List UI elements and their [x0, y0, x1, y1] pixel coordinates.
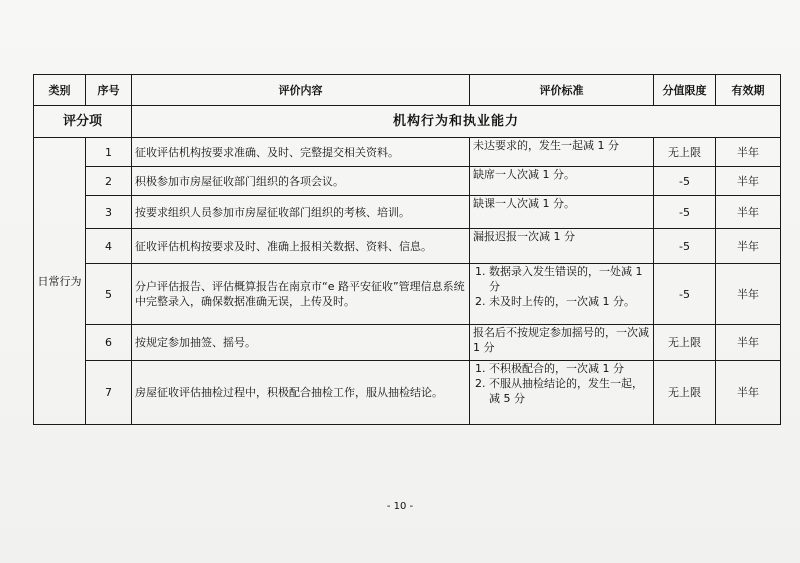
standard-item: 2. 未及时上传的，一次减 1 分。: [489, 294, 650, 309]
table-row: [34, 196, 781, 229]
row-limit: 无上限: [654, 361, 716, 425]
row-standard: [470, 167, 654, 196]
row-content: 积极参加市房屋征收部门组织的各项会议。: [132, 167, 470, 196]
standard-item: 2. 不服从抽检结论的，发生一起，减 5 分: [489, 376, 650, 406]
section-title: 机构行为和执业能力: [132, 106, 781, 138]
standard-text: 漏报迟报一次减 1 分: [473, 230, 575, 243]
group-label: 日常行为: [34, 138, 86, 425]
row-content: 征收评估机构按要求准确、及时、完整提交相关资料。: [132, 138, 470, 167]
table-row: [34, 325, 781, 361]
header-index: 序号: [86, 75, 132, 106]
section-left-label: 评分项: [34, 106, 132, 138]
row-standard: [470, 229, 654, 264]
header-row: [34, 75, 781, 106]
standard-text: 缺课一人次减 1 分。: [473, 197, 575, 210]
row-limit: -5: [654, 167, 716, 196]
row-content: 征收评估机构按要求及时、准确上报相关数据、资料、信息。: [132, 229, 470, 264]
section-row: [34, 106, 781, 138]
row-validity: 半年: [716, 325, 781, 361]
row-limit: -5: [654, 196, 716, 229]
standard-text: 缺席一人次减 1 分。: [473, 168, 575, 181]
row-limit: 无上限: [654, 138, 716, 167]
standard-item: 1. 数据录入发生错误的，一处减 1 分: [489, 264, 650, 294]
table-row: [34, 138, 781, 167]
row-validity: 半年: [716, 361, 781, 425]
row-standard: [470, 196, 654, 229]
row-content: 按要求组织人员参加市房屋征收部门组织的考核、培训。: [132, 196, 470, 229]
row-index: 1: [86, 138, 132, 167]
row-validity: 半年: [716, 229, 781, 264]
page-number: - 10 -: [386, 501, 414, 512]
header-standard: 评价标准: [470, 75, 654, 106]
header-category: 类别: [34, 75, 86, 106]
standard-text: 未达要求的，发生一起减 1 分: [473, 139, 619, 152]
row-validity: 半年: [716, 196, 781, 229]
row-content: 分户评估报告、评估概算报告在南京市“e 路平安征收”管理信息系统中完整录入，确保数据准确无误，上传及时。: [132, 264, 470, 325]
row-limit: -5: [654, 229, 716, 264]
row-standard: [470, 138, 654, 167]
evaluation-table: [33, 74, 781, 425]
header-content: 评价内容: [132, 75, 470, 106]
row-validity: 半年: [716, 167, 781, 196]
standard-text: 报名后不按规定参加摇号的，一次减 1 分: [473, 326, 649, 354]
row-content: 房屋征收评估抽检过程中，积极配合抽检工作，服从抽检结论。: [132, 361, 470, 425]
standard-item: 1. 不积极配合的，一次减 1 分: [489, 361, 650, 376]
row-validity: 半年: [716, 264, 781, 325]
row-index: 6: [86, 325, 132, 361]
table-row: [34, 229, 781, 264]
row-index: 3: [86, 196, 132, 229]
table-row: [34, 264, 781, 325]
row-index: 7: [86, 361, 132, 425]
row-content: 按规定参加抽签、摇号。: [132, 325, 470, 361]
row-standard: [470, 264, 654, 325]
table-row: [34, 167, 781, 196]
row-validity: 半年: [716, 138, 781, 167]
row-limit: 无上限: [654, 325, 716, 361]
header-limit: 分值限度: [654, 75, 716, 106]
row-limit: -5: [654, 264, 716, 325]
row-index: 4: [86, 229, 132, 264]
row-standard: [470, 325, 654, 361]
row-index: 2: [86, 167, 132, 196]
table-row: [34, 361, 781, 425]
row-standard: [470, 361, 654, 425]
header-validity: 有效期: [716, 75, 781, 106]
row-index: 5: [86, 264, 132, 325]
